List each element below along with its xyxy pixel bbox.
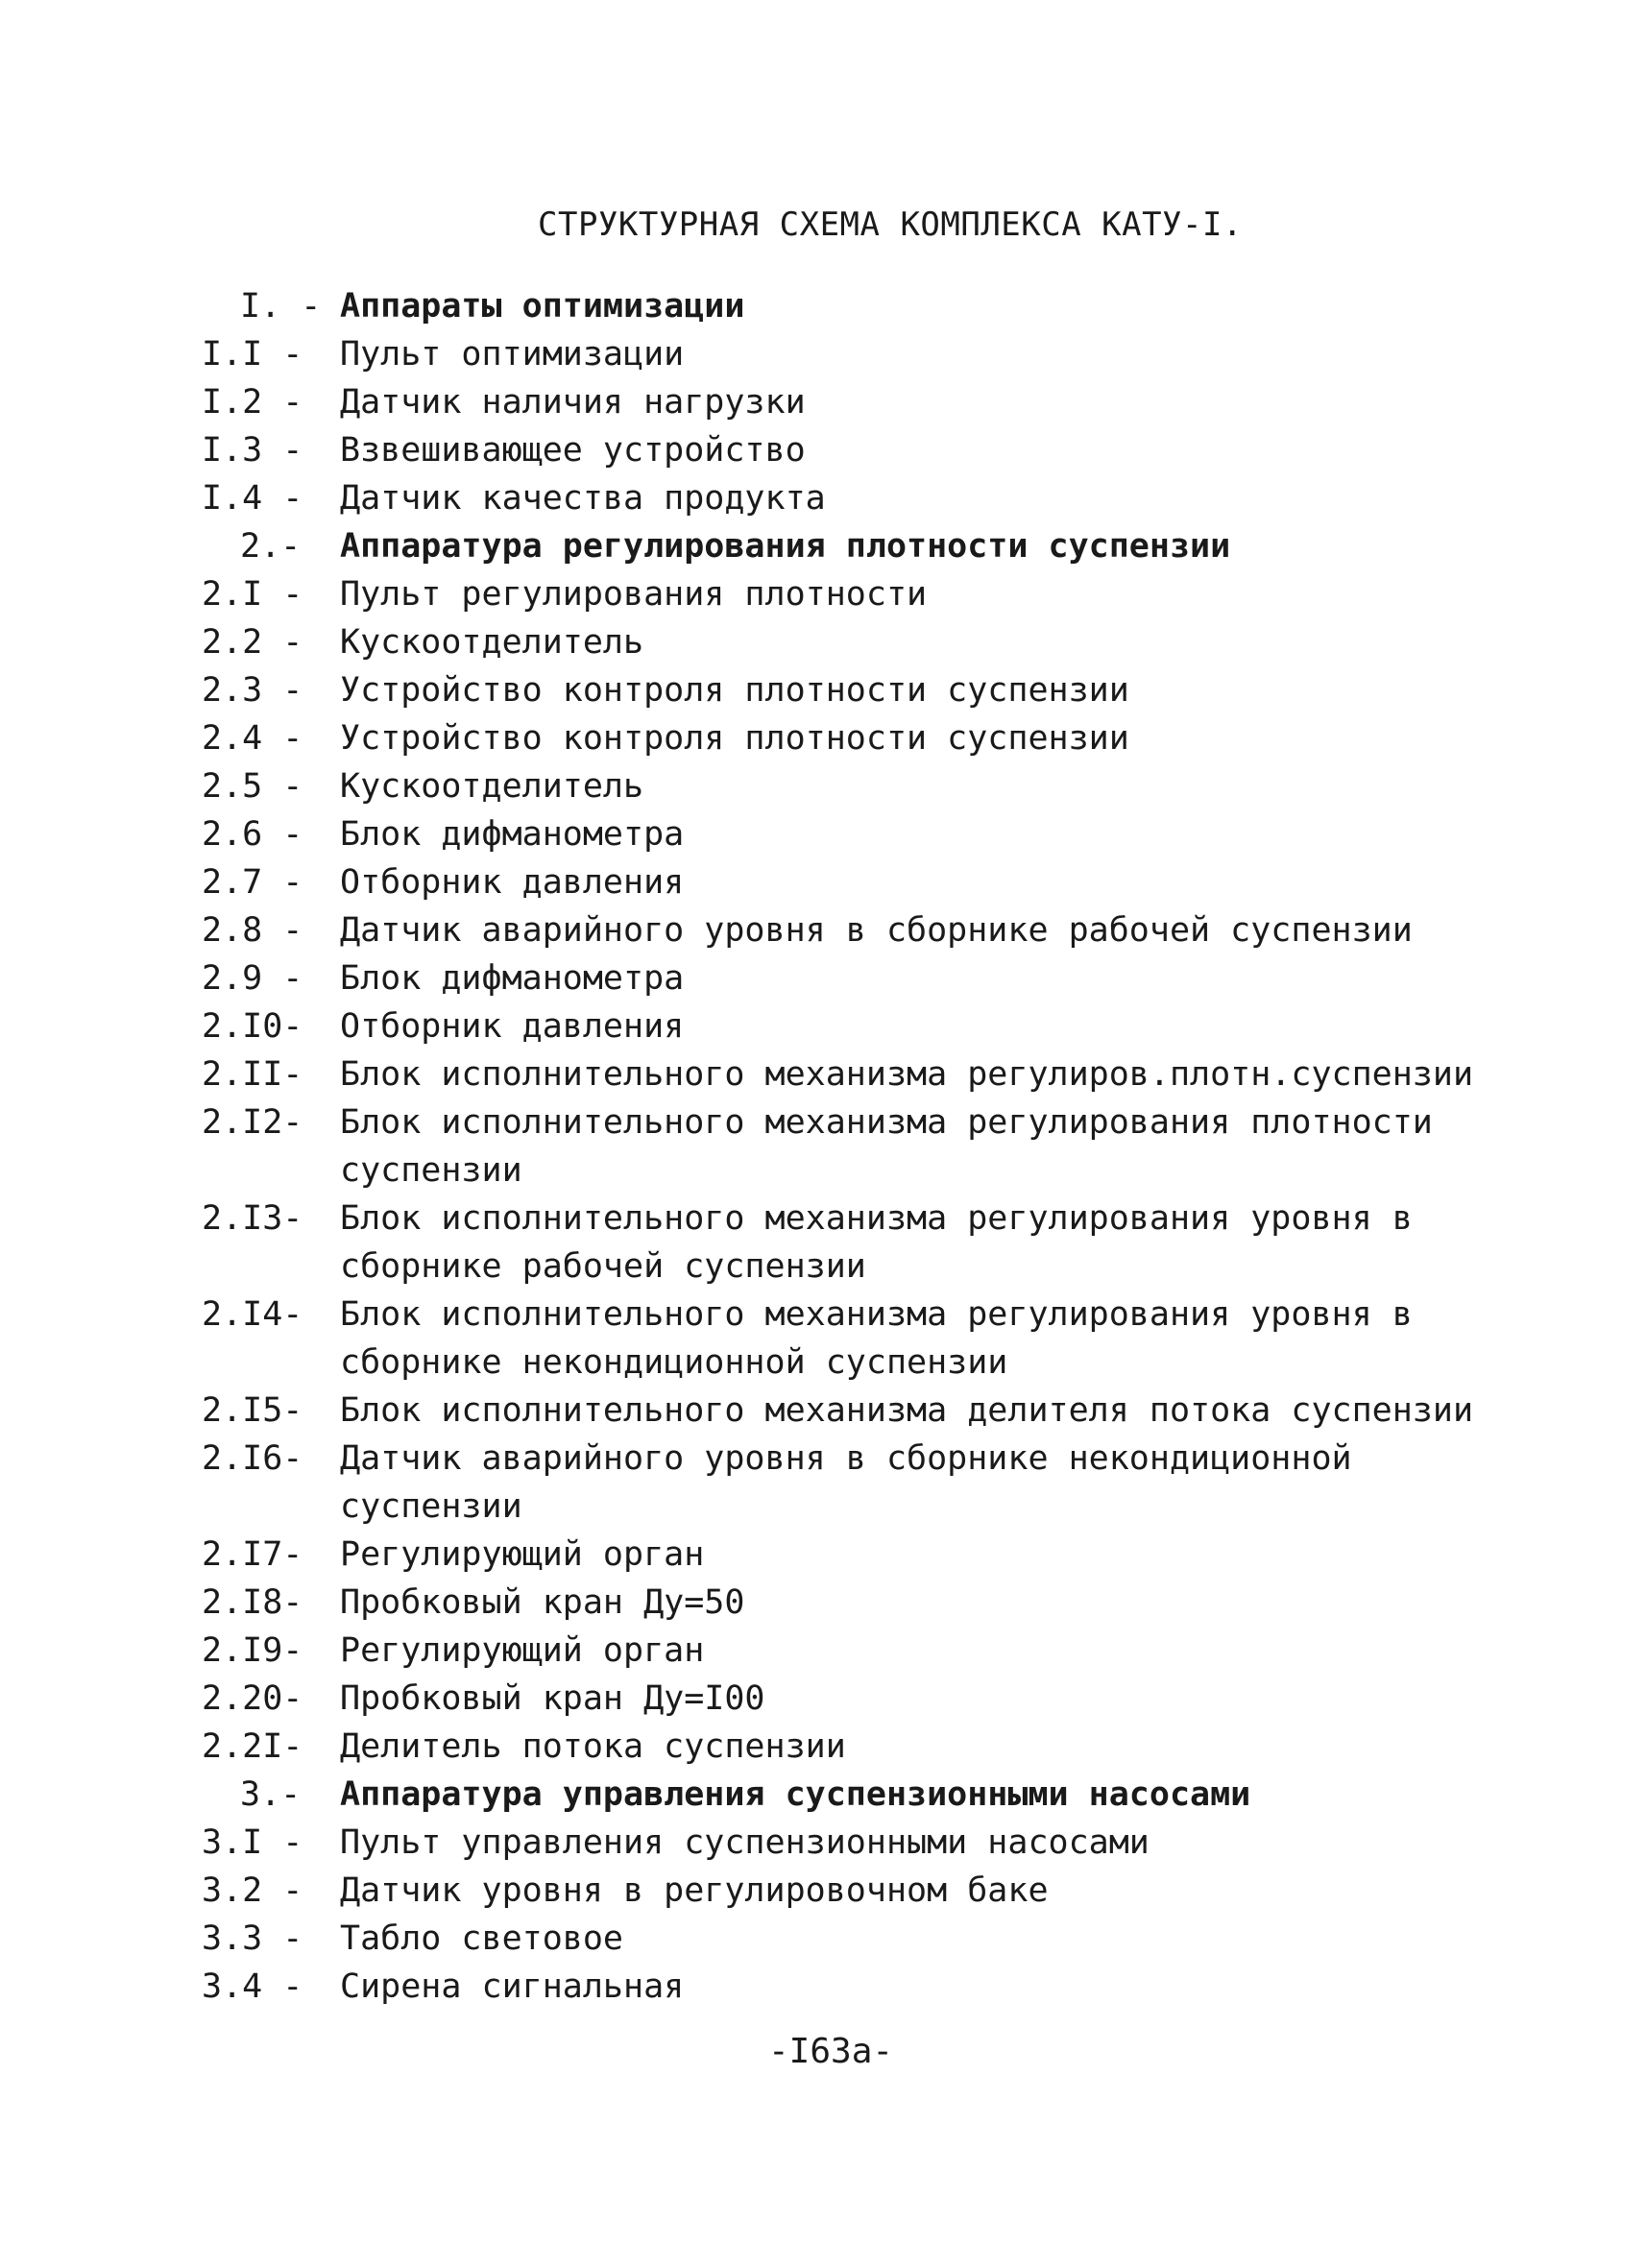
item-text: Датчик аварийного уровня в сборнике рабочей суспензии bbox=[340, 911, 1413, 950]
list-item bbox=[0, 1579, 1646, 1627]
item-text: Пробковый кран Ду=50 bbox=[340, 1583, 745, 1622]
list-item bbox=[0, 1675, 1646, 1723]
item-text: Датчик аварийного уровня в сборнике некондиционной суспензии bbox=[340, 1439, 1352, 1526]
item-text: Регулирующий орган bbox=[340, 1535, 705, 1574]
item-text: Устройство контроля плотности суспензии bbox=[340, 671, 1129, 710]
item-text: Датчик качества продукта bbox=[340, 479, 826, 518]
list-item bbox=[0, 1098, 1646, 1194]
item-text: Пульт оптимизации bbox=[340, 335, 685, 374]
item-number: 3.- bbox=[240, 1775, 302, 1814]
item-text: Блок дифманометра bbox=[340, 959, 685, 998]
item-text: Устройство контроля плотности суспензии bbox=[340, 719, 1129, 758]
list-item bbox=[0, 618, 1646, 666]
list-item bbox=[0, 1002, 1646, 1050]
list-item bbox=[0, 1771, 1646, 1819]
item-text: Датчик уровня в регулировочном баке bbox=[340, 1871, 1049, 1910]
list-item bbox=[0, 1435, 1646, 1531]
item-number: 2.I6- bbox=[202, 1439, 303, 1478]
list-item bbox=[0, 858, 1646, 906]
item-number: 3.4 - bbox=[202, 1967, 303, 2006]
item-text: Блок исполнительного механизма регулирования уровня в сборнике рабочей суспензии bbox=[340, 1199, 1413, 1286]
item-number: I.2 - bbox=[202, 383, 303, 422]
item-number: I. - bbox=[240, 287, 322, 326]
document-title: СТРУКТУРНАЯ СХЕМА КОМПЛЕКСА КАТУ-I. bbox=[538, 205, 1243, 244]
item-number: 2.- bbox=[240, 527, 302, 566]
list-item bbox=[0, 1915, 1646, 1963]
item-number: 2.3 - bbox=[202, 671, 303, 710]
item-text: Блок исполнительного механизма регулирования уровня в сборнике некондиционной суспензии bbox=[340, 1295, 1413, 1382]
item-number: 2.7 - bbox=[202, 863, 303, 902]
list-item bbox=[0, 1050, 1646, 1098]
item-number: 2.I - bbox=[202, 575, 303, 614]
item-text: Кускоотделитель bbox=[340, 623, 644, 662]
item-number: 2.2 - bbox=[202, 623, 303, 662]
item-text: Взвешивающее устройство bbox=[340, 431, 806, 470]
list-item bbox=[0, 906, 1646, 954]
list-item bbox=[0, 330, 1646, 378]
item-number: 2.6 - bbox=[202, 815, 303, 854]
item-text: Кускоотделитель bbox=[340, 767, 644, 806]
list-item bbox=[0, 954, 1646, 1002]
item-text: Аппаратура регулирования плотности суспензии bbox=[340, 527, 1231, 566]
list-item bbox=[0, 762, 1646, 810]
item-text: Аппараты оптимизации bbox=[340, 287, 745, 326]
item-number: 2.I3- bbox=[202, 1199, 303, 1238]
list-item bbox=[0, 714, 1646, 762]
item-text: Блок исполнительного механизма регулирования плотности суспензии bbox=[340, 1103, 1433, 1190]
item-number: 2.I4- bbox=[202, 1295, 303, 1334]
item-number: 2.2I- bbox=[202, 1727, 303, 1766]
page-number: -I63а- bbox=[768, 2032, 894, 2071]
item-number: 2.I9- bbox=[202, 1631, 303, 1670]
list-item bbox=[0, 570, 1646, 618]
item-number: 2.20- bbox=[202, 1679, 303, 1718]
item-number: 2.I2- bbox=[202, 1103, 303, 1142]
item-number: 2.I7- bbox=[202, 1535, 303, 1574]
item-text: Пульт управления суспензионными насосами bbox=[340, 1823, 1150, 1862]
item-number: 2.I0- bbox=[202, 1007, 303, 1046]
item-number: 2.I5- bbox=[202, 1391, 303, 1430]
list-item bbox=[0, 378, 1646, 426]
item-number: 2.I8- bbox=[202, 1583, 303, 1622]
item-number: I.3 - bbox=[202, 431, 303, 470]
list-item bbox=[0, 666, 1646, 714]
item-number: 2.5 - bbox=[202, 767, 303, 806]
item-text: Аппаратура управления суспензионными насосами bbox=[340, 1775, 1251, 1814]
item-number: 3.2 - bbox=[202, 1871, 303, 1910]
item-text: Блок исполнительного механизма регулиров.плотн.суспензии bbox=[340, 1055, 1474, 1094]
item-number: 2.8 - bbox=[202, 911, 303, 950]
item-text: Блок дифманометра bbox=[340, 815, 685, 854]
list-item bbox=[0, 1867, 1646, 1915]
item-text: Блок исполнительного механизма делителя потока суспензии bbox=[340, 1391, 1474, 1430]
list-item bbox=[0, 1963, 1646, 2011]
list-item bbox=[0, 1627, 1646, 1675]
item-text: Табло световое bbox=[340, 1919, 624, 1958]
item-text: Пульт регулирования плотности bbox=[340, 575, 928, 614]
item-number: 2.II- bbox=[202, 1055, 303, 1094]
list-item bbox=[0, 426, 1646, 474]
item-number: I.4 - bbox=[202, 479, 303, 518]
item-number: 2.9 - bbox=[202, 959, 303, 998]
item-text: Делитель потока суспензии bbox=[340, 1727, 846, 1766]
item-text: Отборник давления bbox=[340, 863, 685, 902]
item-text: Отборник давления bbox=[340, 1007, 685, 1046]
list-item bbox=[0, 1723, 1646, 1771]
component-list bbox=[0, 282, 1646, 2011]
item-number: I.I - bbox=[202, 335, 303, 374]
list-item bbox=[0, 1531, 1646, 1579]
item-text: Сирена сигнальная bbox=[340, 1967, 685, 2006]
item-number: 2.4 - bbox=[202, 719, 303, 758]
list-item bbox=[0, 1819, 1646, 1867]
item-text: Регулирующий орган bbox=[340, 1631, 705, 1670]
item-text: Пробковый кран Ду=I00 bbox=[340, 1679, 765, 1718]
list-item bbox=[0, 522, 1646, 570]
item-text: Датчик наличия нагрузки bbox=[340, 383, 806, 422]
item-number: 3.I - bbox=[202, 1823, 303, 1862]
item-number: 3.3 - bbox=[202, 1919, 303, 1958]
list-item bbox=[0, 810, 1646, 858]
list-item bbox=[0, 474, 1646, 522]
list-item bbox=[0, 282, 1646, 330]
list-item bbox=[0, 1194, 1646, 1291]
list-item bbox=[0, 1291, 1646, 1387]
list-item bbox=[0, 1387, 1646, 1435]
